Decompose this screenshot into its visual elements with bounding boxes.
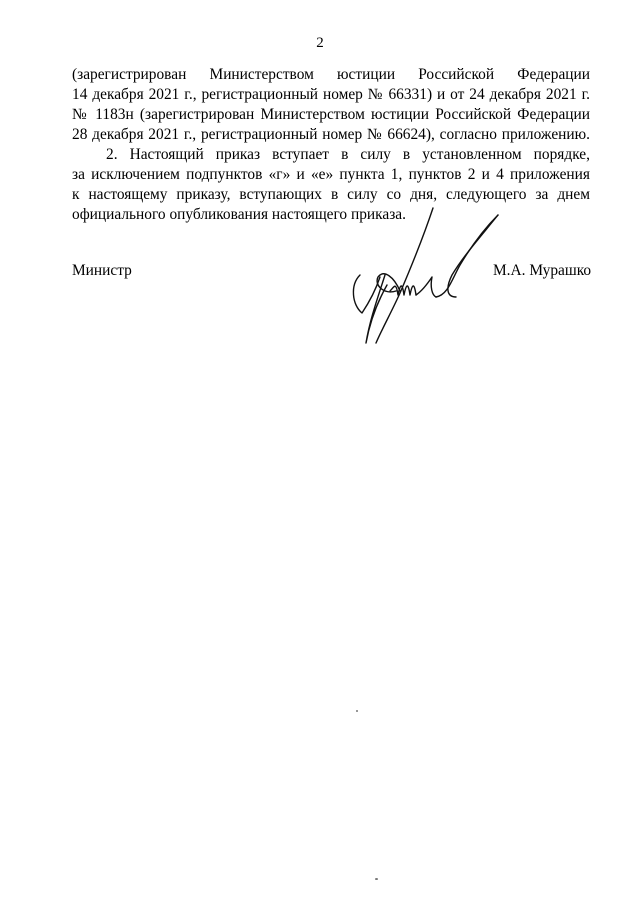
body-line-paragraph-start: 2. Настоящий приказ вступает в силу в установленном порядке,: [106, 146, 590, 163]
handwritten-signature: [340, 205, 500, 350]
signatory-name: М.А. Мурашко: [493, 262, 592, 279]
body-line: № 1183н (зарегистрирован Министерством юстиции Российской Федерации: [72, 106, 590, 123]
page-number: 2: [316, 35, 324, 51]
body-line: (зарегистрирован Министерством юстиции Российской Федерации: [72, 66, 590, 83]
body-line-last: официального опубликования настоящего приказа.: [72, 206, 406, 223]
body-line: за исключением подпунктов «г» и «е» пункта 1, пунктов 2 и 4 приложения: [72, 166, 590, 183]
signatory-title: Министр: [72, 262, 132, 279]
scan-speck: [375, 878, 378, 880]
body-line: 14 декабря 2021 г., регистрационный номер № 66331) и от 24 декабря 2021 г.: [72, 86, 590, 103]
scan-speck: [356, 710, 358, 712]
body-line: 28 декабря 2021 г., регистрационный номер № 66624), согласно приложению.: [72, 126, 590, 143]
body-line: к настоящему приказу, вступающих в силу со дня, следующего за днем: [72, 186, 590, 203]
